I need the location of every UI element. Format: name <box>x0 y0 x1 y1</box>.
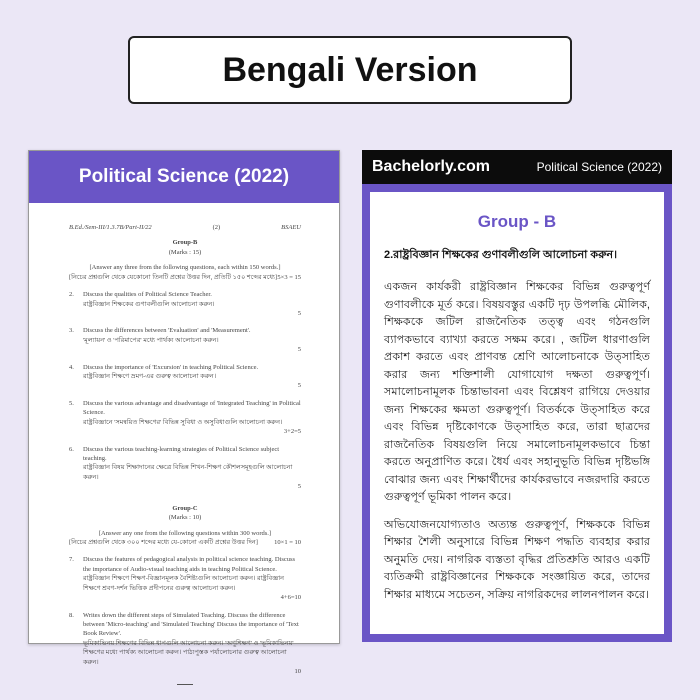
question-en: Discuss the differences between 'Evaluation' and 'Measurement'. <box>83 327 251 335</box>
question-number: 3. <box>69 327 74 335</box>
group-b-marks: (Marks : 15) <box>168 248 202 256</box>
exam-question <box>69 290 301 318</box>
question-number: 7. <box>69 556 74 564</box>
question-en: Discuss the various advantage and disadvantage of 'Integrated Teaching' in Political Science. <box>83 399 301 417</box>
question-number: 8. <box>69 611 74 619</box>
question-marks: 4+6=10 <box>280 594 301 602</box>
group-b-instructions-bn: [নিচের প্রশ্নগুলি থেকে যেকোনো তিনটি প্রশ্নের উত্তর দিন, প্রতিটি ১৫০ শব্দের মধ্যে] <box>69 273 278 281</box>
question-marks: 5 <box>297 309 301 317</box>
paper-header: Political Science (2022) <box>29 151 339 203</box>
group-b-title: Group-B <box>172 239 198 247</box>
question-en: Discuss the importance of 'Excursion' in teaching Political Science. <box>83 363 259 371</box>
question-marks: 5 <box>297 382 301 390</box>
exam-question <box>69 555 301 602</box>
question-bn: ভূমিকাভিনয় শিক্ষণের বিভিন্ন ধাপগুলি আলোচনা করুন। 'অণুশিক্ষণ' ও 'ভূমিকাভিনয়' শিক্ষণের মধ্যে পার্থক্য আলোচনা করুন। পাঠ্যপুস্তক পর্যালোচনার গুরুত্ব আলোচনা করুন। <box>83 639 294 666</box>
paper-code: B.Ed./Sem-III/1.3.7B/Part-II/22 <box>69 224 152 231</box>
answer-paragraph: অভিযোজনযোগ্যতাও অত্যন্ত গুরুত্বপূর্ণ, শিক্ষককে বিভিন্ন শিক্ষার শৈলী অনুসারে বিভিন্ন শিক্ষণ পদ্ধতি ব্যবহার করার অনুমতি দেয়। নাগরিক ব্যস্ততা বৃদ্ধির প্রতিশ্রুতি আরও একটি ব্যতিক্রমী রাষ্ট্রবিজ্ঞানের শিক্ষককে সংজ্ঞায়িত করে, তাদের শিক্ষার মাধ্যমে সচেতন, সক্রিয় নাগরিকদের লালনপালন করে। <box>384 518 650 601</box>
question-marks: 5 <box>297 346 301 354</box>
end-rule <box>177 684 193 685</box>
exam-paper-card <box>28 150 340 676</box>
answer-body <box>370 192 664 634</box>
question-marks: 10 <box>294 668 301 676</box>
exam-paper-scan <box>29 203 339 685</box>
question-en: Discuss the qualities of Political Science Teacher. <box>83 291 212 299</box>
question-number: 4. <box>69 363 74 371</box>
question-bn: রাষ্ট্রবিজ্ঞান শিক্ষণে শিক্ষণ-বিজ্ঞানমূলক বৈশিষ্ট্যগুলি আলোচনা করুন। রাষ্ট্রবিজ্ঞান শিক্ষণে শ্রবণ-দর্শন ভিত্তিক প্রদীপনের গুরুত্ব আলোচনা করুন। <box>83 575 285 592</box>
group-heading: Group - B <box>477 212 557 231</box>
exam-question <box>69 611 301 677</box>
question-number: 5. <box>69 399 74 407</box>
exam-question <box>69 445 301 492</box>
question-bn: 'মূল্যায়ন' ও 'পরিমাপের' মধ্যে পার্থক্য আলোচনা করুন। <box>83 336 219 344</box>
exam-question <box>69 326 301 354</box>
question-en: Discuss the various teaching-learning strategies of Political Science subject teaching. <box>83 445 280 463</box>
answer-paragraph: একজন কার্যকরী রাষ্ট্রবিজ্ঞান শিক্ষকের বিভিন্ন গুরুত্বপূর্ণ গুণাবলীকে মূর্ত করে। বিষয়বস্তুর একটি দৃঢ় উপলব্ধি মৌলিক, শিক্ষককে জটিল রাজনৈতিক তত্ত্ব এবং গঠনগুলি ব্যাপকভাবে ব্যাখ্যা করতে সক্ষম করে। , জটিল ধারণাগুলি প্রকাশ করতে এবং প্রাণবন্ত শ্রেণি আলোচনাকে উত্সাহিত করার জন্য শক্তিশালী যোগাযোগ দক্ষতা গুরুত্বপূর্ণ। সমালোচনামূলক চিন্তাভাবনা এবং বিশ্লেষণ রাগিয়ে দেওয়ার জন্য শিক্ষকের ক্ষমতা গুরুত্বপূর্ণ। বিতর্ককে উত্সাহিত করে এবং বিভিন্ন দৃষ্টিকোণকে উত্সাহিত করে, তারা ছাত্রদের রাজনৈতিক বিষয়গুলি নিয়ে সমালোচনামূলকভাবে চিন্তা করতে অনুপ্রাণিত করে। ধৈর্য এবং সহানুভূতি বিভিন্ন দৃষ্টিভঙ্গি বোঝার জন্য এবং শিক্ষার্থীদের কার্যকরভাবে নজরদারি করতে গুরুত্বপূর্ণ ভূমিকা পালন করে। <box>384 281 650 503</box>
group-c-title: Group-C <box>172 504 198 512</box>
answer-header <box>362 150 672 184</box>
university: BSAEU <box>281 224 301 231</box>
group-b-instructions-en: [Answer any three from the following questions, each within 150 words.] <box>89 264 281 272</box>
page-title: Bengali Version <box>128 36 572 104</box>
question-bn: রাষ্ট্রবিজ্ঞান শিক্ষণে ভ্রমণ-এর গুরুত্ব আলোচনা করুন। <box>83 373 217 381</box>
question-bn: রাষ্ট্রবিজ্ঞানে 'সমন্বয়িত শিক্ষণের' বিভিন্ন সুবিধা ও অসুবিধাগুলি আলোচনা করুন। <box>83 418 283 426</box>
answer-subtitle: Political Science (2022) <box>536 160 662 174</box>
question-bn: রাষ্ট্রবিজ্ঞান বিষয় শিক্ষাদানের ক্ষেত্রে বিভিন্ন শিখন-শিক্ষণ কৌশলসমূহগুলি আলোচনা করুন। <box>83 464 293 481</box>
answer-card <box>362 150 672 642</box>
group-c-instructions-en: [Answer any one from the following questions within 300 words.] <box>98 529 272 537</box>
group-c-marks: (Marks : 10) <box>168 514 202 522</box>
group-c-total: 10×1 = 10 <box>274 538 301 546</box>
question-bn: রাষ্ট্রবিজ্ঞান শিক্ষকের গুণাবলীগুলি আলোচনা করুন। <box>83 300 215 308</box>
page-number: (2) <box>212 224 221 231</box>
question-number: 2. <box>69 291 74 299</box>
group-c-instructions-bn: [নিচের প্রশ্নগুলি থেকে ৩০০ শব্দের মধ্যে যে-কোনো একটি প্রশ্নের উত্তর দিন] <box>69 538 258 546</box>
exam-question <box>69 399 301 437</box>
exam-question <box>69 363 301 391</box>
question-en: Discuss the features of pedagogical analysis in political science teaching. Discuss the importance of Audio-visual teaching aids in teaching Political Science. <box>83 556 296 573</box>
question-number: 6. <box>69 445 74 453</box>
question-en: Writes down the different steps of Simulated Teaching. Discuss the difference between 'Micro-teaching' and 'Simulated Teaching' Discuss the importance of 'Text Book Review'. <box>83 611 299 638</box>
question-marks: 3+2=5 <box>283 428 301 436</box>
question-heading: 2.রাষ্ট্রবিজ্ঞান শিক্ষকের গুণাবলীগুলি আলোচনা করুন। <box>384 249 618 261</box>
group-b-total: 5×3 = 15 <box>277 273 301 281</box>
brand-logo: Bachelorly.com <box>372 158 490 175</box>
question-marks: 5 <box>297 483 301 491</box>
